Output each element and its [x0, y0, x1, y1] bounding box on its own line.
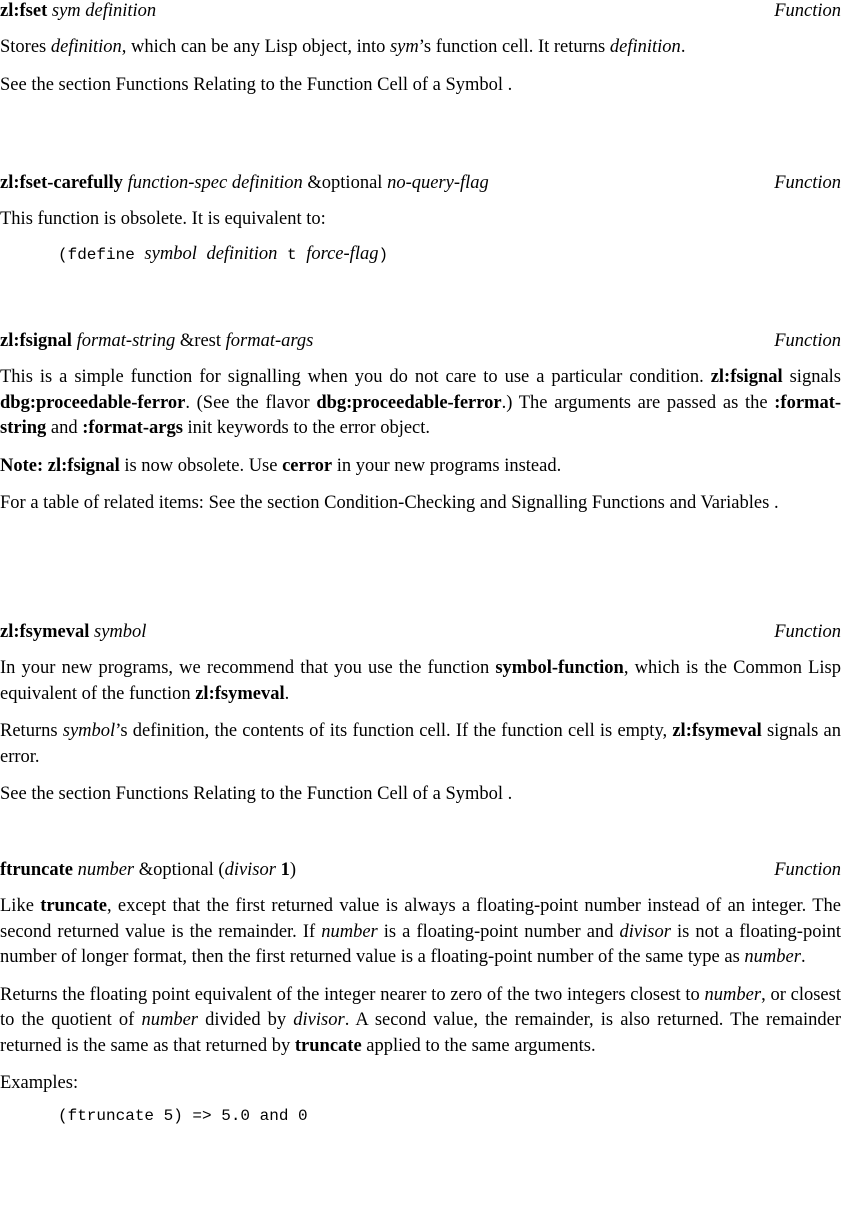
text-run: For a table of related items: See the section Condition-Checking and Signalling Functions and Variables .: [0, 493, 779, 513]
arg-token: definition: [231, 173, 303, 193]
text-run: in your new programs instead.: [332, 455, 562, 476]
arg-token: format-string: [76, 331, 176, 351]
text-run: Examples:: [0, 1073, 79, 1093]
text-run: , or closest to the quotient of: [0, 984, 841, 1030]
text-run: divided by: [197, 1010, 294, 1030]
text-run: . A second value, the remainder, is also returned. The remainder returned is the same as that returned by: [0, 1010, 841, 1056]
text-run: . (See the flavor: [185, 392, 317, 413]
function-name: ftruncate: [0, 860, 73, 880]
arg-token: divisor: [224, 860, 276, 880]
text-run: Stores: [0, 37, 51, 57]
entry-header: [0, 0, 841, 22]
text-run: is now obsolete. Use: [119, 455, 283, 476]
text-run: Returns: [0, 721, 63, 741]
text-run: , which can be any Lisp object, into: [121, 37, 390, 57]
text-run: .: [680, 37, 686, 57]
paragraph: [0, 1071, 841, 1097]
text-run: This function is obsolete. It is equivalent to:: [0, 209, 326, 229]
function-args: symbol: [89, 622, 147, 642]
text-run: init keywords to the error object.: [182, 418, 431, 438]
entry-kind: Function: [774, 860, 841, 880]
italic-term: symbol: [62, 721, 116, 741]
text-run: ’s function cell. It returns: [418, 37, 610, 57]
text-run: applied to the same arguments.: [361, 1035, 596, 1056]
entry-zl-fsignal: [0, 330, 841, 517]
entry-kind: Function: [774, 331, 841, 351]
text-run: .) The arguments are passed as the: [501, 392, 775, 413]
function-args: [73, 860, 296, 880]
function-args: [72, 331, 313, 351]
italic-term: definition: [206, 243, 278, 264]
bold-term: dbg:proceedable-ferror: [0, 392, 186, 413]
paragraph: [0, 719, 841, 770]
text-run: ’s definition, the contents of its function cell. If the function cell is empty,: [115, 721, 673, 741]
bold-term: dbg:proceedable-ferror: [316, 392, 502, 413]
text-run: [197, 246, 207, 264]
italic-term: definition: [50, 37, 122, 57]
italic-term: number: [704, 984, 762, 1005]
italic-term: definition: [609, 37, 681, 57]
bold-term: Note: zl:fsignal: [0, 455, 120, 476]
italic-term: divisor: [293, 1010, 345, 1030]
note-paragraph: [0, 454, 841, 480]
italic-term: force-flag: [306, 243, 379, 264]
italic-term: number: [744, 947, 801, 967]
bold-term: zl:fsignal: [710, 367, 783, 387]
text-run: and: [46, 418, 83, 438]
paragraph: [0, 207, 841, 233]
text-run: t: [277, 245, 307, 264]
arg-token: 1: [280, 860, 290, 880]
paragraph: [0, 365, 841, 442]
entry-header: [0, 859, 841, 881]
entry-zl-fset: [0, 0, 841, 98]
arg-token: number: [77, 860, 135, 880]
text-run: signals: [782, 367, 841, 387]
code-example: [0, 243, 841, 266]
code-example: [0, 1105, 841, 1127]
arg-token: &rest: [179, 331, 221, 351]
text-run: .: [800, 947, 806, 967]
entry-ftruncate: [0, 859, 841, 1127]
italic-term: number: [321, 921, 378, 942]
arg-token: ): [289, 860, 296, 880]
text-run: .: [284, 683, 290, 704]
text-run: (ftruncate 5) => 5.0 and 0: [58, 1106, 308, 1125]
function-args: [123, 173, 489, 193]
text-run: , which is the Common Lisp equivalent of the function: [0, 658, 841, 704]
bold-term: truncate: [40, 896, 107, 916]
bold-term: cerror: [282, 455, 333, 476]
text-run: In your new programs, we recommend that you use the function: [0, 658, 496, 678]
see-also-paragraph: [0, 782, 841, 808]
see-also-paragraph: [0, 73, 841, 99]
arg-token: format-args: [225, 331, 314, 351]
bold-term: zl:fsymeval: [195, 683, 285, 704]
function-name: zl:fset-carefully: [0, 173, 123, 193]
entry-kind: Function: [774, 622, 841, 642]
see-also-paragraph: [0, 491, 841, 517]
text-run: signals an error.: [0, 721, 841, 767]
bold-term: symbol-function: [495, 658, 624, 678]
entry-zl-fsymeval: [0, 621, 841, 808]
bold-term: truncate: [294, 1035, 362, 1056]
entry-zl-fset-carefully: [0, 172, 841, 266]
entry-header: [0, 330, 841, 352]
text-run: See the section Functions Relating to the Function Cell of a Symbol .: [0, 784, 513, 804]
arg-token: &optional: [138, 860, 214, 880]
italic-term: number: [141, 1010, 198, 1030]
bold-term: :format-string: [0, 392, 841, 438]
bold-term: zl:fsymeval: [672, 721, 762, 741]
paragraph: [0, 656, 841, 707]
italic-term: sym: [389, 37, 419, 57]
entry-kind: Function: [774, 1, 841, 21]
arg-token: no-query-flag: [387, 173, 489, 193]
text-run: , except that the first returned value is always a floating-point number instead of an integer. The second returned value is the remainder. If: [0, 896, 841, 942]
paragraph: [0, 894, 841, 971]
text-run: is not a floating-point number of longer format, then the first returned value is a floating-point number of the same type as: [0, 921, 841, 967]
text-run: See the section Functions Relating to the Function Cell of a Symbol .: [0, 74, 513, 95]
paragraph: [0, 35, 841, 61]
text-run: This is a simple function for signalling when you do not care to use a particular condition.: [0, 367, 711, 387]
bold-term: :format-args: [82, 418, 183, 438]
arg-token: &optional: [307, 173, 383, 193]
entry-kind: Function: [774, 173, 841, 193]
text-run: ): [378, 245, 389, 264]
arg-token: function-spec: [127, 173, 228, 193]
text-run: is a floating-point number and: [377, 921, 620, 942]
entry-header: [0, 621, 841, 643]
text-run: Returns the floating point equivalent of the integer nearer to zero of the two integers closest to: [0, 984, 705, 1005]
paragraph: [0, 983, 841, 1060]
italic-term: symbol: [144, 243, 197, 264]
function-args: sym definition: [47, 1, 157, 21]
text-run: Like: [0, 896, 41, 916]
text-run: (fdefine: [58, 245, 145, 264]
function-name: zl:fsignal: [0, 331, 72, 351]
italic-term: divisor: [619, 921, 671, 942]
arg-token: (: [218, 860, 225, 880]
function-name: zl:fsymeval: [0, 622, 90, 642]
function-name: zl:fset: [0, 1, 48, 21]
entry-header: [0, 172, 841, 194]
